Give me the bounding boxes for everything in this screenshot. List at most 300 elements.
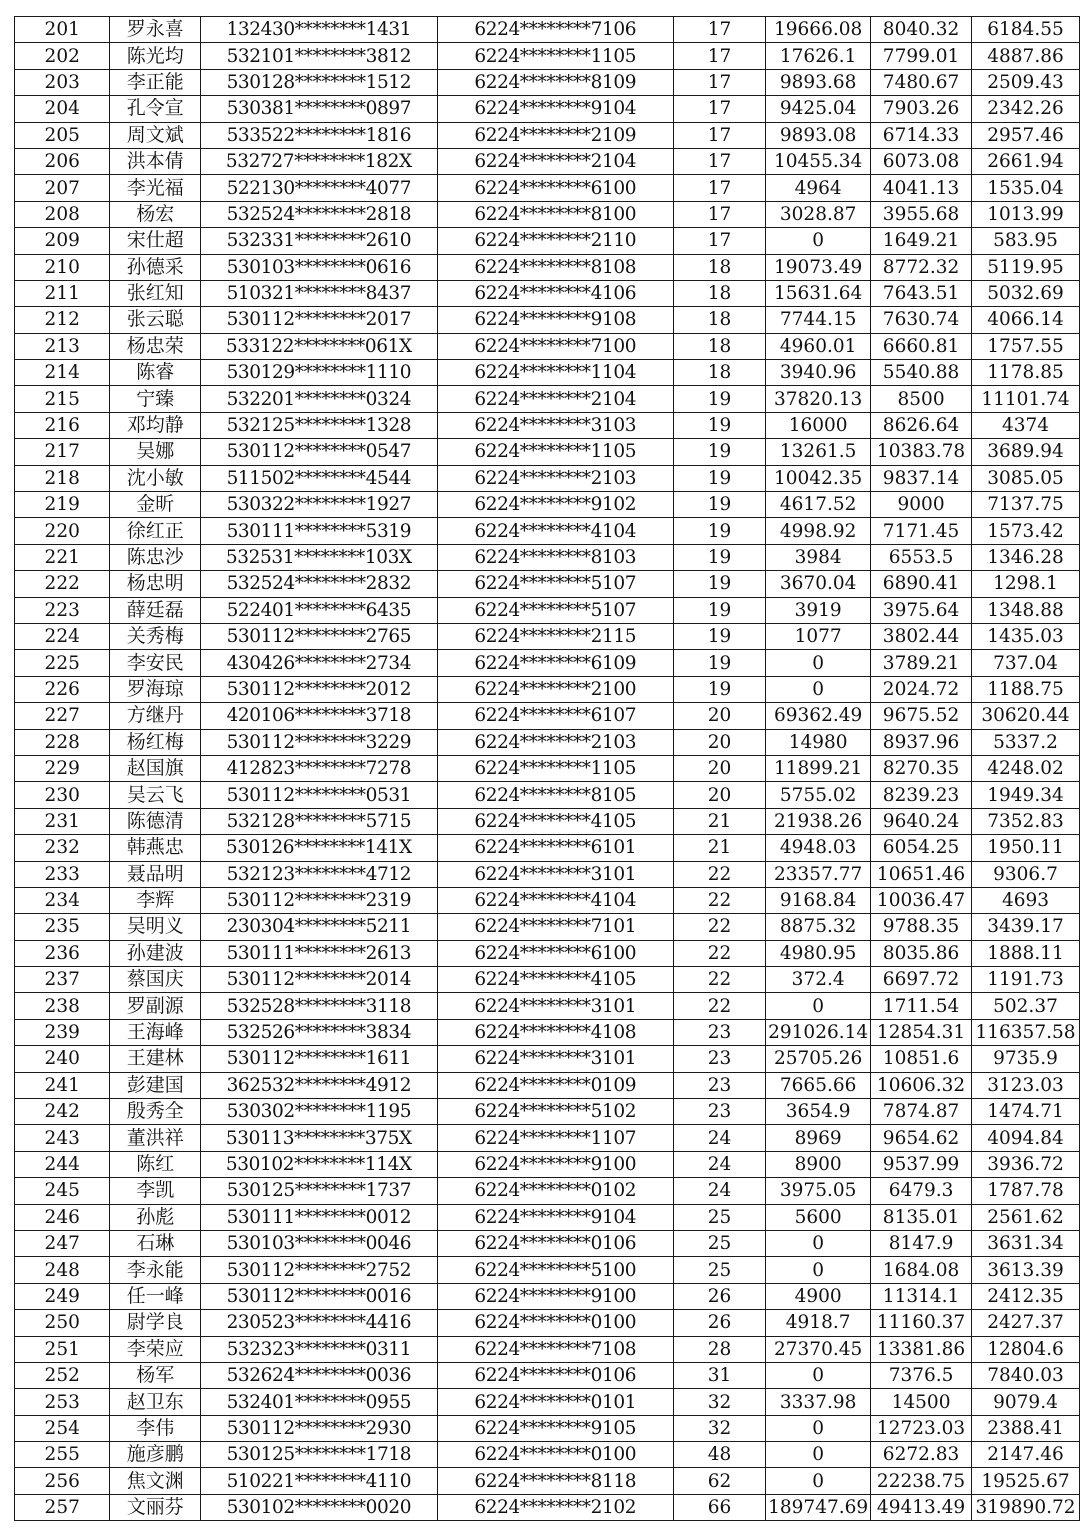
amount-3-cell: 11101.74 bbox=[972, 386, 1080, 412]
row-number-cell: 256 bbox=[15, 1468, 110, 1494]
amount-2-cell: 8035.86 bbox=[871, 940, 972, 966]
person-name-cell: 李凯 bbox=[110, 1178, 201, 1204]
amount-2-cell: 9537.99 bbox=[871, 1151, 972, 1177]
row-number-cell: 227 bbox=[15, 703, 110, 729]
person-name-cell: 吴明义 bbox=[110, 914, 201, 940]
amount-1-cell: 10455.34 bbox=[766, 148, 871, 174]
amount-3-cell: 9079.4 bbox=[972, 1389, 1080, 1415]
count-value-cell: 18 bbox=[673, 307, 765, 333]
count-value-cell: 19 bbox=[673, 571, 765, 597]
table-row bbox=[15, 597, 1080, 623]
amount-1-cell: 8969 bbox=[766, 1125, 871, 1151]
table-row bbox=[15, 492, 1080, 518]
row-number-cell: 208 bbox=[15, 201, 110, 227]
count-value-cell: 23 bbox=[673, 1046, 765, 1072]
person-name-cell: 王建林 bbox=[110, 1046, 201, 1072]
table-row bbox=[15, 412, 1080, 438]
amount-2-cell: 8772.32 bbox=[871, 254, 972, 280]
row-number-cell: 207 bbox=[15, 175, 110, 201]
amount-2-cell: 9837.14 bbox=[871, 465, 972, 491]
amount-2-cell: 9675.52 bbox=[871, 703, 972, 729]
row-number-cell: 247 bbox=[15, 1230, 110, 1256]
amount-2-cell: 7643.51 bbox=[871, 280, 972, 306]
id-number-cell: 530102********114X bbox=[201, 1151, 438, 1177]
amount-1-cell: 37820.13 bbox=[766, 386, 871, 412]
amount-1-cell: 0 bbox=[766, 1230, 871, 1256]
count-value-cell: 19 bbox=[673, 439, 765, 465]
amount-3-cell: 2509.43 bbox=[972, 69, 1080, 95]
amount-3-cell: 1178.85 bbox=[972, 360, 1080, 386]
row-number-cell: 257 bbox=[15, 1494, 110, 1520]
amount-3-cell: 5119.95 bbox=[972, 254, 1080, 280]
amount-1-cell: 1077 bbox=[766, 623, 871, 649]
card-number-cell: 6224********0102 bbox=[437, 1178, 673, 1204]
amount-2-cell: 4041.13 bbox=[871, 175, 972, 201]
amount-1-cell: 8900 bbox=[766, 1151, 871, 1177]
id-number-cell: 530112********2319 bbox=[201, 887, 438, 913]
amount-1-cell: 27370.45 bbox=[766, 1336, 871, 1362]
card-number-cell: 6224********9105 bbox=[437, 1415, 673, 1441]
person-name-cell: 孙建波 bbox=[110, 940, 201, 966]
amount-2-cell: 9000 bbox=[871, 492, 972, 518]
count-value-cell: 21 bbox=[673, 835, 765, 861]
amount-2-cell: 2024.72 bbox=[871, 676, 972, 702]
id-number-cell: 530103********0046 bbox=[201, 1230, 438, 1256]
amount-2-cell: 6054.25 bbox=[871, 835, 972, 861]
amount-3-cell: 2147.46 bbox=[972, 1442, 1080, 1468]
id-number-cell: 530322********1927 bbox=[201, 492, 438, 518]
person-name-cell: 焦文渊 bbox=[110, 1468, 201, 1494]
amount-3-cell: 583.95 bbox=[972, 228, 1080, 254]
row-number-cell: 229 bbox=[15, 755, 110, 781]
card-number-cell: 6224********7100 bbox=[437, 333, 673, 359]
count-value-cell: 19 bbox=[673, 597, 765, 623]
row-number-cell: 253 bbox=[15, 1389, 110, 1415]
amount-2-cell: 6272.83 bbox=[871, 1442, 972, 1468]
amount-1-cell: 0 bbox=[766, 228, 871, 254]
amount-1-cell: 189747.69 bbox=[766, 1494, 871, 1520]
count-value-cell: 28 bbox=[673, 1336, 765, 1362]
amount-2-cell: 7630.74 bbox=[871, 307, 972, 333]
id-number-cell: 362532********4912 bbox=[201, 1072, 438, 1098]
row-number-cell: 213 bbox=[15, 333, 110, 359]
amount-1-cell: 3940.96 bbox=[766, 360, 871, 386]
table-row bbox=[15, 1310, 1080, 1336]
count-value-cell: 19 bbox=[673, 544, 765, 570]
count-value-cell: 24 bbox=[673, 1178, 765, 1204]
amount-3-cell: 319890.72 bbox=[972, 1494, 1080, 1520]
count-value-cell: 19 bbox=[673, 412, 765, 438]
count-value-cell: 19 bbox=[673, 650, 765, 676]
id-number-cell: 511502********4544 bbox=[201, 465, 438, 491]
table-row bbox=[15, 808, 1080, 834]
amount-1-cell: 23357.77 bbox=[766, 861, 871, 887]
amount-1-cell: 8875.32 bbox=[766, 914, 871, 940]
person-name-cell: 周文斌 bbox=[110, 122, 201, 148]
amount-1-cell: 3654.9 bbox=[766, 1099, 871, 1125]
person-name-cell: 李光福 bbox=[110, 175, 201, 201]
row-number-cell: 224 bbox=[15, 623, 110, 649]
card-number-cell: 6224********5100 bbox=[437, 1257, 673, 1283]
card-number-cell: 6224********2110 bbox=[437, 228, 673, 254]
row-number-cell: 254 bbox=[15, 1415, 110, 1441]
table-row bbox=[15, 1283, 1080, 1309]
person-name-cell: 韩燕忠 bbox=[110, 835, 201, 861]
card-number-cell: 6224********6107 bbox=[437, 703, 673, 729]
table-row bbox=[15, 1257, 1080, 1283]
id-number-cell: 522401********6435 bbox=[201, 597, 438, 623]
person-name-cell: 李伟 bbox=[110, 1415, 201, 1441]
row-number-cell: 217 bbox=[15, 439, 110, 465]
table-row bbox=[15, 914, 1080, 940]
table-row bbox=[15, 1389, 1080, 1415]
amount-3-cell: 2561.62 bbox=[972, 1204, 1080, 1230]
person-name-cell: 文丽芬 bbox=[110, 1494, 201, 1520]
count-value-cell: 24 bbox=[673, 1151, 765, 1177]
card-number-cell: 6224********7101 bbox=[437, 914, 673, 940]
row-number-cell: 252 bbox=[15, 1362, 110, 1388]
amount-2-cell: 13381.86 bbox=[871, 1336, 972, 1362]
person-name-cell: 杨忠明 bbox=[110, 571, 201, 597]
table-row bbox=[15, 122, 1080, 148]
table-row bbox=[15, 1494, 1080, 1520]
data-table bbox=[14, 16, 1080, 1521]
row-number-cell: 210 bbox=[15, 254, 110, 280]
id-number-cell: 530112********0531 bbox=[201, 782, 438, 808]
row-number-cell: 231 bbox=[15, 808, 110, 834]
amount-3-cell: 4374 bbox=[972, 412, 1080, 438]
amount-3-cell: 1757.55 bbox=[972, 333, 1080, 359]
row-number-cell: 236 bbox=[15, 940, 110, 966]
row-number-cell: 248 bbox=[15, 1257, 110, 1283]
amount-3-cell: 502.37 bbox=[972, 993, 1080, 1019]
id-number-cell: 532624********0036 bbox=[201, 1362, 438, 1388]
card-number-cell: 6224********4106 bbox=[437, 280, 673, 306]
amount-3-cell: 4887.86 bbox=[972, 43, 1080, 69]
amount-1-cell: 17626.1 bbox=[766, 43, 871, 69]
table-row bbox=[15, 1099, 1080, 1125]
id-number-cell: 530112********1611 bbox=[201, 1046, 438, 1072]
count-value-cell: 22 bbox=[673, 887, 765, 913]
amount-2-cell: 8040.32 bbox=[871, 17, 972, 43]
table-row bbox=[15, 1230, 1080, 1256]
id-number-cell: 532331********2610 bbox=[201, 228, 438, 254]
table-row bbox=[15, 307, 1080, 333]
person-name-cell: 杨宏 bbox=[110, 201, 201, 227]
person-name-cell: 李安民 bbox=[110, 650, 201, 676]
table-row bbox=[15, 703, 1080, 729]
amount-1-cell: 21938.26 bbox=[766, 808, 871, 834]
id-number-cell: 530129********1110 bbox=[201, 360, 438, 386]
table-row bbox=[15, 1072, 1080, 1098]
count-value-cell: 17 bbox=[673, 148, 765, 174]
card-number-cell: 6224********6100 bbox=[437, 940, 673, 966]
row-number-cell: 221 bbox=[15, 544, 110, 570]
count-value-cell: 17 bbox=[673, 201, 765, 227]
id-number-cell: 530102********0020 bbox=[201, 1494, 438, 1520]
id-number-cell: 532123********4712 bbox=[201, 861, 438, 887]
amount-2-cell: 6479.3 bbox=[871, 1178, 972, 1204]
card-number-cell: 6224********0106 bbox=[437, 1230, 673, 1256]
amount-1-cell: 4960.01 bbox=[766, 333, 871, 359]
row-number-cell: 232 bbox=[15, 835, 110, 861]
amount-1-cell: 0 bbox=[766, 1442, 871, 1468]
table-row bbox=[15, 1415, 1080, 1441]
card-number-cell: 6224********4108 bbox=[437, 1019, 673, 1045]
amount-3-cell: 116357.58 bbox=[972, 1019, 1080, 1045]
person-name-cell: 沈小敏 bbox=[110, 465, 201, 491]
amount-2-cell: 10851.6 bbox=[871, 1046, 972, 1072]
person-name-cell: 孔令宣 bbox=[110, 96, 201, 122]
amount-1-cell: 0 bbox=[766, 1415, 871, 1441]
row-number-cell: 226 bbox=[15, 676, 110, 702]
card-number-cell: 6224********8105 bbox=[437, 782, 673, 808]
amount-3-cell: 7352.83 bbox=[972, 808, 1080, 834]
amount-2-cell: 22238.75 bbox=[871, 1468, 972, 1494]
table-row bbox=[15, 439, 1080, 465]
amount-3-cell: 1474.71 bbox=[972, 1099, 1080, 1125]
id-number-cell: 530112********2765 bbox=[201, 623, 438, 649]
person-name-cell: 金昕 bbox=[110, 492, 201, 518]
table-row bbox=[15, 175, 1080, 201]
card-number-cell: 6224********8108 bbox=[437, 254, 673, 280]
count-value-cell: 17 bbox=[673, 96, 765, 122]
count-value-cell: 26 bbox=[673, 1283, 765, 1309]
amount-2-cell: 12854.31 bbox=[871, 1019, 972, 1045]
amount-1-cell: 5600 bbox=[766, 1204, 871, 1230]
amount-2-cell: 8135.01 bbox=[871, 1204, 972, 1230]
card-number-cell: 6224********4104 bbox=[437, 518, 673, 544]
amount-2-cell: 6553.5 bbox=[871, 544, 972, 570]
count-value-cell: 17 bbox=[673, 122, 765, 148]
person-name-cell: 吴娜 bbox=[110, 439, 201, 465]
id-number-cell: 530111********0012 bbox=[201, 1204, 438, 1230]
count-value-cell: 21 bbox=[673, 808, 765, 834]
card-number-cell: 6224********8118 bbox=[437, 1468, 673, 1494]
count-value-cell: 22 bbox=[673, 861, 765, 887]
amount-2-cell: 8270.35 bbox=[871, 755, 972, 781]
id-number-cell: 530381********0897 bbox=[201, 96, 438, 122]
card-number-cell: 6224********5107 bbox=[437, 571, 673, 597]
table-row bbox=[15, 96, 1080, 122]
card-number-cell: 6224********6109 bbox=[437, 650, 673, 676]
amount-3-cell: 3936.72 bbox=[972, 1151, 1080, 1177]
person-name-cell: 方继丹 bbox=[110, 703, 201, 729]
table-row bbox=[15, 465, 1080, 491]
table-row bbox=[15, 729, 1080, 755]
count-value-cell: 20 bbox=[673, 755, 765, 781]
row-number-cell: 212 bbox=[15, 307, 110, 333]
person-name-cell: 李永能 bbox=[110, 1257, 201, 1283]
person-name-cell: 关秀梅 bbox=[110, 623, 201, 649]
count-value-cell: 66 bbox=[673, 1494, 765, 1520]
person-name-cell: 陈光均 bbox=[110, 43, 201, 69]
amount-1-cell: 0 bbox=[766, 676, 871, 702]
count-value-cell: 18 bbox=[673, 360, 765, 386]
amount-2-cell: 7171.45 bbox=[871, 518, 972, 544]
table-row bbox=[15, 254, 1080, 280]
amount-2-cell: 6697.72 bbox=[871, 967, 972, 993]
amount-1-cell: 4617.52 bbox=[766, 492, 871, 518]
row-number-cell: 223 bbox=[15, 597, 110, 623]
card-number-cell: 6224********3101 bbox=[437, 993, 673, 1019]
amount-2-cell: 10036.47 bbox=[871, 887, 972, 913]
person-name-cell: 陈忠沙 bbox=[110, 544, 201, 570]
amount-3-cell: 1573.42 bbox=[972, 518, 1080, 544]
id-number-cell: 532201********0324 bbox=[201, 386, 438, 412]
table-row bbox=[15, 835, 1080, 861]
amount-1-cell: 291026.14 bbox=[766, 1019, 871, 1045]
count-value-cell: 19 bbox=[673, 492, 765, 518]
row-number-cell: 233 bbox=[15, 861, 110, 887]
id-number-cell: 532528********3118 bbox=[201, 993, 438, 1019]
row-number-cell: 235 bbox=[15, 914, 110, 940]
amount-1-cell: 10042.35 bbox=[766, 465, 871, 491]
id-number-cell: 510221********4110 bbox=[201, 1468, 438, 1494]
row-number-cell: 204 bbox=[15, 96, 110, 122]
id-number-cell: 530111********5319 bbox=[201, 518, 438, 544]
table-row bbox=[15, 623, 1080, 649]
card-number-cell: 6224********1107 bbox=[437, 1125, 673, 1151]
person-name-cell: 赵国旗 bbox=[110, 755, 201, 781]
amount-1-cell: 9893.68 bbox=[766, 69, 871, 95]
count-value-cell: 19 bbox=[673, 623, 765, 649]
amount-2-cell: 3802.44 bbox=[871, 623, 972, 649]
row-number-cell: 239 bbox=[15, 1019, 110, 1045]
card-number-cell: 6224********3103 bbox=[437, 412, 673, 438]
id-number-cell: 532727********182X bbox=[201, 148, 438, 174]
amount-2-cell: 14500 bbox=[871, 1389, 972, 1415]
count-value-cell: 20 bbox=[673, 703, 765, 729]
amount-3-cell: 12804.6 bbox=[972, 1336, 1080, 1362]
row-number-cell: 202 bbox=[15, 43, 110, 69]
amount-3-cell: 4248.02 bbox=[972, 755, 1080, 781]
amount-1-cell: 3028.87 bbox=[766, 201, 871, 227]
amount-3-cell: 2388.41 bbox=[972, 1415, 1080, 1441]
amount-3-cell: 5032.69 bbox=[972, 280, 1080, 306]
amount-2-cell: 12723.03 bbox=[871, 1415, 972, 1441]
amount-2-cell: 9654.62 bbox=[871, 1125, 972, 1151]
id-number-cell: 530125********1718 bbox=[201, 1442, 438, 1468]
amount-1-cell: 3919 bbox=[766, 597, 871, 623]
row-number-cell: 222 bbox=[15, 571, 110, 597]
amount-2-cell: 8500 bbox=[871, 386, 972, 412]
row-number-cell: 242 bbox=[15, 1099, 110, 1125]
person-name-cell: 杨红梅 bbox=[110, 729, 201, 755]
id-number-cell: 532526********3834 bbox=[201, 1019, 438, 1045]
card-number-cell: 6224********1104 bbox=[437, 360, 673, 386]
id-number-cell: 532524********2832 bbox=[201, 571, 438, 597]
amount-3-cell: 4693 bbox=[972, 887, 1080, 913]
person-name-cell: 殷秀全 bbox=[110, 1099, 201, 1125]
amount-3-cell: 3085.05 bbox=[972, 465, 1080, 491]
id-number-cell: 532323********0311 bbox=[201, 1336, 438, 1362]
card-number-cell: 6224********9108 bbox=[437, 307, 673, 333]
person-name-cell: 赵卫东 bbox=[110, 1389, 201, 1415]
table-row bbox=[15, 650, 1080, 676]
id-number-cell: 530112********2012 bbox=[201, 676, 438, 702]
id-number-cell: 533522********1816 bbox=[201, 122, 438, 148]
amount-3-cell: 3689.94 bbox=[972, 439, 1080, 465]
row-number-cell: 243 bbox=[15, 1125, 110, 1151]
id-number-cell: 530302********1195 bbox=[201, 1099, 438, 1125]
amount-3-cell: 9306.7 bbox=[972, 861, 1080, 887]
table-row bbox=[15, 360, 1080, 386]
table-row bbox=[15, 544, 1080, 570]
amount-1-cell: 3984 bbox=[766, 544, 871, 570]
row-number-cell: 203 bbox=[15, 69, 110, 95]
row-number-cell: 219 bbox=[15, 492, 110, 518]
amount-3-cell: 19525.67 bbox=[972, 1468, 1080, 1494]
card-number-cell: 6224********5102 bbox=[437, 1099, 673, 1125]
table-row bbox=[15, 69, 1080, 95]
table-row bbox=[15, 755, 1080, 781]
amount-1-cell: 372.4 bbox=[766, 967, 871, 993]
card-number-cell: 6224********2103 bbox=[437, 729, 673, 755]
card-number-cell: 6224********2104 bbox=[437, 386, 673, 412]
table-row bbox=[15, 887, 1080, 913]
card-number-cell: 6224********1105 bbox=[437, 43, 673, 69]
amount-2-cell: 1649.21 bbox=[871, 228, 972, 254]
amount-1-cell: 16000 bbox=[766, 412, 871, 438]
amount-3-cell: 1435.03 bbox=[972, 623, 1080, 649]
person-name-cell: 石琳 bbox=[110, 1230, 201, 1256]
count-value-cell: 19 bbox=[673, 465, 765, 491]
id-number-cell: 530126********141X bbox=[201, 835, 438, 861]
amount-1-cell: 3975.05 bbox=[766, 1178, 871, 1204]
amount-1-cell: 7665.66 bbox=[766, 1072, 871, 1098]
table-row bbox=[15, 1151, 1080, 1177]
card-number-cell: 6224********9104 bbox=[437, 1204, 673, 1230]
table-row bbox=[15, 993, 1080, 1019]
id-number-cell: 522130********4077 bbox=[201, 175, 438, 201]
person-name-cell: 洪本倩 bbox=[110, 148, 201, 174]
amount-3-cell: 1346.28 bbox=[972, 544, 1080, 570]
person-name-cell: 尉学良 bbox=[110, 1310, 201, 1336]
amount-2-cell: 11160.37 bbox=[871, 1310, 972, 1336]
table-row bbox=[15, 1204, 1080, 1230]
person-name-cell: 孙德采 bbox=[110, 254, 201, 280]
row-number-cell: 250 bbox=[15, 1310, 110, 1336]
table-row bbox=[15, 148, 1080, 174]
amount-2-cell: 7874.87 bbox=[871, 1099, 972, 1125]
amount-1-cell: 4948.03 bbox=[766, 835, 871, 861]
amount-3-cell: 3613.39 bbox=[972, 1257, 1080, 1283]
id-number-cell: 530112********0016 bbox=[201, 1283, 438, 1309]
table-row bbox=[15, 43, 1080, 69]
person-name-cell: 李辉 bbox=[110, 887, 201, 913]
count-value-cell: 19 bbox=[673, 518, 765, 544]
amount-3-cell: 6184.55 bbox=[972, 17, 1080, 43]
person-name-cell: 陈德清 bbox=[110, 808, 201, 834]
person-name-cell: 罗永喜 bbox=[110, 17, 201, 43]
id-number-cell: 420106********3718 bbox=[201, 703, 438, 729]
person-name-cell: 邓均静 bbox=[110, 412, 201, 438]
row-number-cell: 206 bbox=[15, 148, 110, 174]
card-number-cell: 6224********4104 bbox=[437, 887, 673, 913]
id-number-cell: 230304********5211 bbox=[201, 914, 438, 940]
card-number-cell: 6224********4105 bbox=[437, 808, 673, 834]
amount-2-cell: 10383.78 bbox=[871, 439, 972, 465]
amount-1-cell: 9893.08 bbox=[766, 122, 871, 148]
count-value-cell: 22 bbox=[673, 993, 765, 1019]
table-row bbox=[15, 386, 1080, 412]
person-name-cell: 彭建国 bbox=[110, 1072, 201, 1098]
count-value-cell: 25 bbox=[673, 1204, 765, 1230]
amount-2-cell: 8937.96 bbox=[871, 729, 972, 755]
row-number-cell: 201 bbox=[15, 17, 110, 43]
count-value-cell: 17 bbox=[673, 175, 765, 201]
